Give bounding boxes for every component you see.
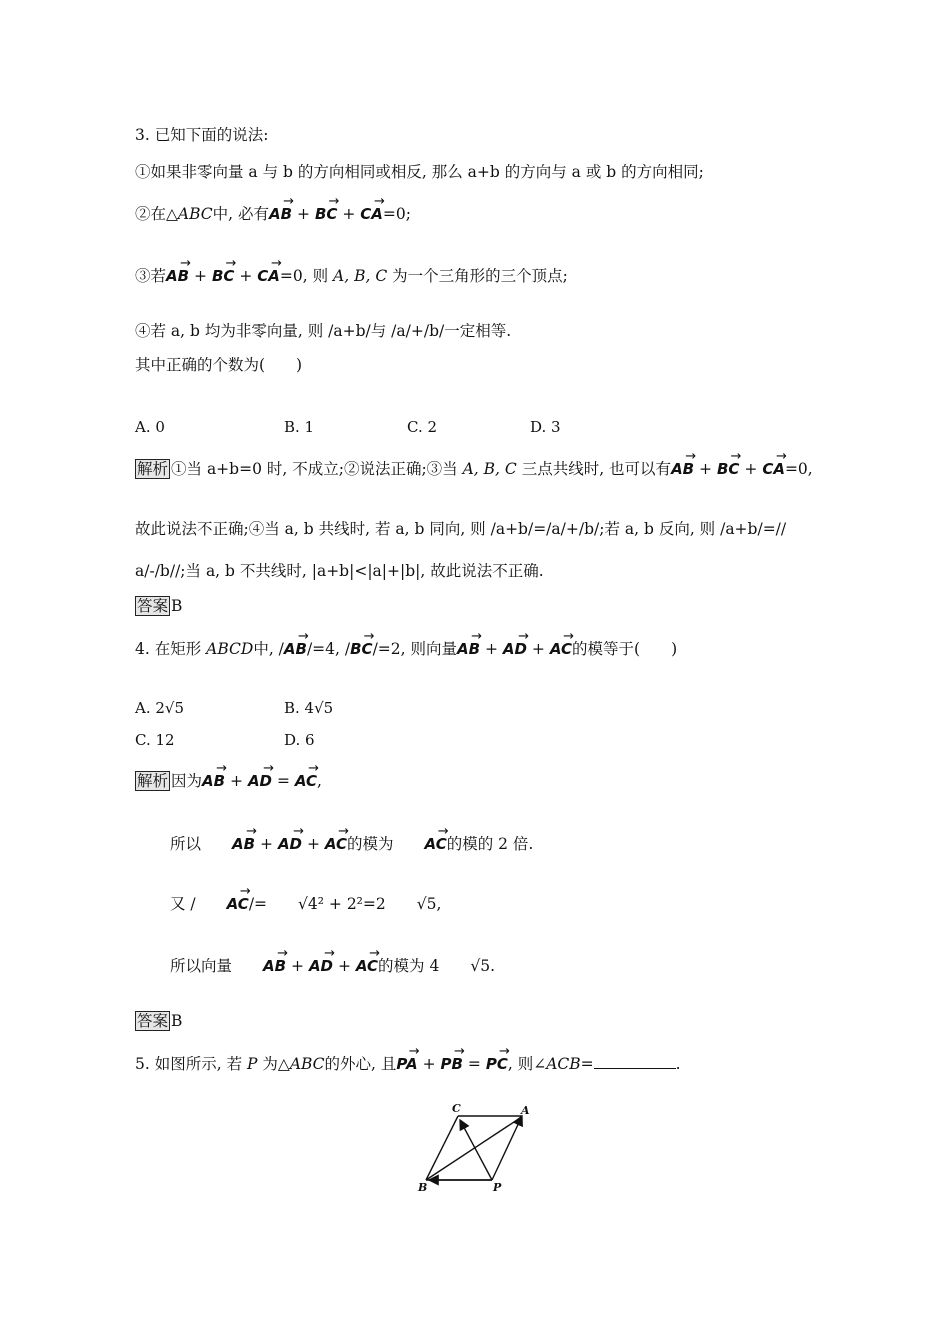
- q3-statement-1: ①如果非零向量 a 与 b 的方向相同或相反, 那么 a+b 的方向与 a 或 b 的方向相同;: [135, 163, 704, 181]
- vector-ab: → AB: [457, 635, 480, 660]
- segment-pa: [492, 1116, 522, 1180]
- vector-ad: → AD: [309, 952, 333, 977]
- q3-analysis-line-2: 故此说法不正确;④当 a, b 共线时, 若 a, b 同向, 则 /a+b/=/a/+/b/;若 a, b 反向, 则 /a+b/=//: [135, 520, 787, 538]
- vector-bc: → BC: [717, 455, 739, 480]
- text-ops-plus: +: [422, 1055, 436, 1073]
- vector-ca: → CA: [762, 455, 785, 480]
- text-q4-jx4-post: √5.: [470, 957, 495, 975]
- text-q3-s3-pre: ③若: [135, 267, 167, 285]
- vector-pc: → PC: [486, 1050, 508, 1075]
- text-q3-s3-pts: A, B, C: [333, 267, 388, 285]
- vector-ca: → CA: [257, 262, 280, 287]
- segment-cb: [426, 1116, 458, 1180]
- text-q4-jx2-pre: 所以: [170, 835, 202, 853]
- text-ops-plus: +: [342, 205, 356, 223]
- text-q4-stem-post: 的模等于( ): [572, 640, 678, 658]
- text-q5-stem-abc: ABC: [289, 1055, 325, 1073]
- vector-ac: → AC: [295, 767, 317, 792]
- vector-ab: → AB: [263, 952, 286, 977]
- text-ops-plus: +: [699, 460, 713, 478]
- vector-ac: → AC: [325, 830, 347, 855]
- vector-ad: → AD: [503, 635, 527, 660]
- text-ops-eq: =: [276, 772, 290, 790]
- vector-bc: → BC: [212, 262, 234, 287]
- label-b: B: [418, 1181, 428, 1194]
- text-q4-answer: B: [171, 1012, 183, 1030]
- q4-answer: [135, 1010, 182, 1032]
- text-q4-jx3-eq: =2: [362, 895, 386, 913]
- text-q4-jx4-mid: 的模为 4: [378, 957, 440, 975]
- text-q5-stem-period: .: [675, 1055, 681, 1073]
- q4-analysis-line-1: [135, 767, 322, 792]
- text-q5-stem-p: P: [247, 1055, 258, 1073]
- text-q3-s2-post: =0;: [382, 205, 411, 223]
- q3-analysis-line-1: [135, 455, 813, 480]
- q4-option-d: D. 6: [284, 731, 315, 749]
- label-p: P: [493, 1181, 502, 1194]
- vector-bc: → BC: [350, 635, 372, 660]
- vector-ab: → AB: [671, 455, 694, 480]
- text-q5-stem-pre: 5. 如图所示, 若: [135, 1055, 243, 1073]
- text-ops-plus: +: [230, 772, 244, 790]
- sqrt-expression: √4² + 2²: [298, 895, 363, 913]
- text-q4-jx4-pre: 所以向量: [170, 957, 233, 975]
- q3-statement-2: [135, 200, 411, 225]
- text-ops-plus: +: [297, 205, 310, 223]
- q4-analysis-line-3: [170, 890, 441, 915]
- q5-stem: [135, 1050, 681, 1075]
- text-ops-plus: +: [260, 835, 273, 853]
- label-c: C: [452, 1102, 461, 1115]
- q4-option-a: A. 2√5: [135, 699, 185, 717]
- text-q4-jx2-mid: 的模为: [347, 835, 394, 853]
- vector-pb: → PB: [441, 1050, 463, 1075]
- answer-label: 答案: [137, 597, 169, 615]
- q4-option-c: C. 12: [135, 731, 175, 749]
- vector-pa: → PA: [396, 1050, 417, 1075]
- q4-stem: [135, 635, 677, 660]
- text-q4-stem-pre: 4. 在矩形: [135, 640, 202, 658]
- text-q3-jx1-pts: A, B, C: [462, 460, 517, 478]
- vector-ab: → AB: [232, 830, 255, 855]
- q3-option-d: D. 3: [530, 418, 561, 436]
- q3-question: 其中正确的个数为( ): [135, 356, 303, 374]
- segment-pc: [460, 1120, 492, 1180]
- q3-analysis-line-3: a/-/b//;当 a, b 不共线时, |a+b|<|a|+|b|, 故此说法不正确.: [135, 562, 544, 580]
- text-q4-stem-mid3: /=2, 则向量: [372, 640, 457, 658]
- text-ops-plus: +: [531, 640, 545, 658]
- text-q5-stem-end: =: [580, 1055, 594, 1073]
- q4-analysis-line-2: [170, 830, 533, 855]
- text-ops-plus: +: [306, 835, 320, 853]
- text-q4-stem-mid2: /=4, /: [306, 640, 351, 658]
- text-q3-answer: B: [171, 597, 183, 615]
- text-q3-jx1-mid: 三点共线时, 也可以有: [521, 460, 672, 478]
- vector-ad: → AD: [278, 830, 302, 855]
- text-q4-stem-mid1: 中, /: [253, 640, 284, 658]
- text-q5-stem-mid2: 的外心, 且: [324, 1055, 397, 1073]
- text-q5-stem-post: , 则∠: [507, 1055, 547, 1073]
- q3-statement-3: [135, 262, 568, 287]
- text-ops-plus: +: [744, 460, 758, 478]
- vector-ab: → AB: [202, 767, 225, 792]
- text-q4-jx3-pre: 又 /: [170, 895, 196, 913]
- vector-ad: → AD: [248, 767, 272, 792]
- text-ops-plus: +: [291, 957, 304, 975]
- vector-ac: → AC: [356, 952, 378, 977]
- text-ops-plus: +: [194, 267, 207, 285]
- text-q4-jx1-pre: 因为: [171, 772, 203, 790]
- vector-ab: → AB: [269, 200, 292, 225]
- parallelogram-figure: [410, 1098, 550, 1198]
- q3-answer: [135, 595, 182, 617]
- q3-stem: 3. 已知下面的说法:: [135, 126, 269, 144]
- text-q3-s2-mid: 中, 必有: [212, 205, 270, 223]
- text-ops-plus: +: [239, 267, 253, 285]
- vector-ca: → CA: [360, 200, 383, 225]
- q4-option-b: B. 4√5: [284, 699, 334, 717]
- answer-blank: [594, 1054, 676, 1069]
- vector-ac: → AC: [227, 890, 249, 915]
- text-q3-s2-pre: ②在△: [135, 205, 178, 223]
- analysis-label: 解析: [137, 772, 169, 790]
- q3-option-c: C. 2: [407, 418, 438, 436]
- text-q4-stem-rect: ABCD: [206, 640, 254, 658]
- vector-ab: → AB: [166, 262, 189, 287]
- q3-option-b: B. 1: [284, 418, 315, 436]
- vector-ab: → AB: [284, 635, 307, 660]
- vector-ac: → AC: [550, 635, 572, 660]
- text-q5-stem-acb: ACB: [546, 1055, 581, 1073]
- text-q3-s3-post: =0, 则: [279, 267, 329, 285]
- q4-analysis-line-4: [170, 952, 495, 977]
- text-q3-s2-abc: ABC: [177, 205, 213, 223]
- text-q4-jx3-mid: /=: [248, 895, 268, 913]
- q3-option-a: A. 0: [135, 418, 165, 436]
- text-q4-jx1-post: ,: [317, 772, 322, 790]
- text-ops-plus: +: [484, 640, 498, 658]
- answer-label: 答案: [137, 1012, 169, 1030]
- vector-bc: → BC: [315, 200, 337, 225]
- q3-statement-4: ④若 a, b 均为非零向量, 则 /a+b/与 /a/+/b/一定相等.: [135, 322, 512, 340]
- text-q3-jx1-pre: ①当 a+b=0 时, 不成立;②说法正确;③当: [171, 460, 458, 478]
- vector-ac: → AC: [425, 830, 447, 855]
- label-a: A: [521, 1104, 530, 1117]
- text-ops-eq: =: [467, 1055, 481, 1073]
- analysis-label: 解析: [137, 460, 169, 478]
- text-q3-jx1-post: =0,: [784, 460, 813, 478]
- text-ops-plus: +: [337, 957, 351, 975]
- text-q3-s3-end: 为一个三角形的三个顶点;: [392, 267, 568, 285]
- text-q4-jx3-post: √5,: [416, 895, 442, 913]
- text-q4-jx2-post: 的模的 2 倍.: [446, 835, 534, 853]
- text-q5-stem-mid: 为△: [262, 1055, 290, 1073]
